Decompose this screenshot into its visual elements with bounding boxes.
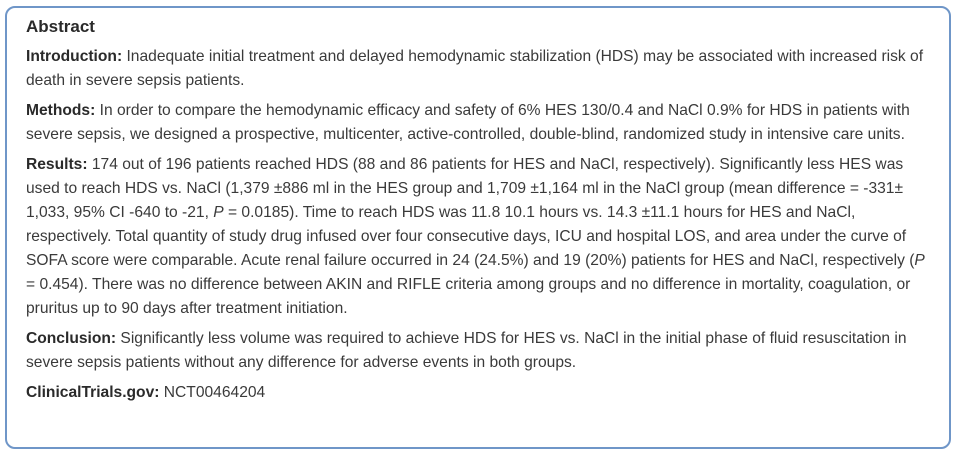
trial-registration-paragraph: [26, 381, 935, 405]
p-value-symbol: P: [213, 204, 224, 221]
introduction-text: Inadequate initial treatment and delayed hemodynamic stabilization (HDS) may be associated with increased risk of death in severe sepsis patients.: [26, 48, 924, 89]
conclusion-label: Conclusion:: [26, 330, 117, 347]
introduction-paragraph: [26, 45, 935, 93]
trial-registration-label: ClinicalTrials.gov:: [26, 384, 160, 401]
results-text-part-3: = 0.454). There was no difference between AKIN and RIFLE criteria among groups and no difference in mortality, coagulation, or pruritus up to 90 days after treatment initiation.: [26, 276, 911, 317]
methods-label: Methods:: [26, 102, 96, 119]
trial-registration-id: NCT00464204: [159, 384, 266, 401]
conclusion-paragraph: [26, 327, 935, 375]
results-label: Results:: [26, 156, 88, 173]
results-text-part-2: = 0.0185). Time to reach HDS was 11.8 10.1 hours vs. 14.3 ±11.1 hours for HES and NaCl, respectively. Total quantity of study drug infused over four consecutive days, ICU and hospital LOS, and area under the curve of SOFA score were comparable. Acute renal failure occurred in 24 (24.5%) and 19 (20%) patients for HES and NaCl, respectively (: [26, 204, 915, 269]
conclusion-text: Significantly less volume was required to achieve HDS for HES vs. NaCl in the initial phase of fluid resuscitation in severe sepsis patients without any difference for adverse events in both groups.: [26, 330, 907, 371]
results-paragraph: [26, 153, 935, 321]
p-value-symbol: P: [914, 252, 925, 269]
abstract-box: [5, 6, 951, 449]
abstract-heading: Abstract: [26, 17, 95, 36]
methods-text: In order to compare the hemodynamic efficacy and safety of 6% HES 130/0.4 and NaCl 0.9% for HDS in patients with severe sepsis, we designed a prospective, multicenter, active-controlled, double-blind, randomized study in intensive care units.: [26, 102, 910, 143]
results-text-part-1: 174 out of 196 patients reached HDS (88 and 86 patients for HES and NaCl, respectively). Significantly less HES was used to reach HDS vs. NaCl (1,379 ±886 ml in the HES group and 1,709 ±1,164 ml in the NaCl group (mean difference = -331± 1,033, 95% CI -640 to -21,: [26, 156, 904, 221]
introduction-label: Introduction:: [26, 48, 123, 65]
methods-paragraph: [26, 99, 935, 147]
